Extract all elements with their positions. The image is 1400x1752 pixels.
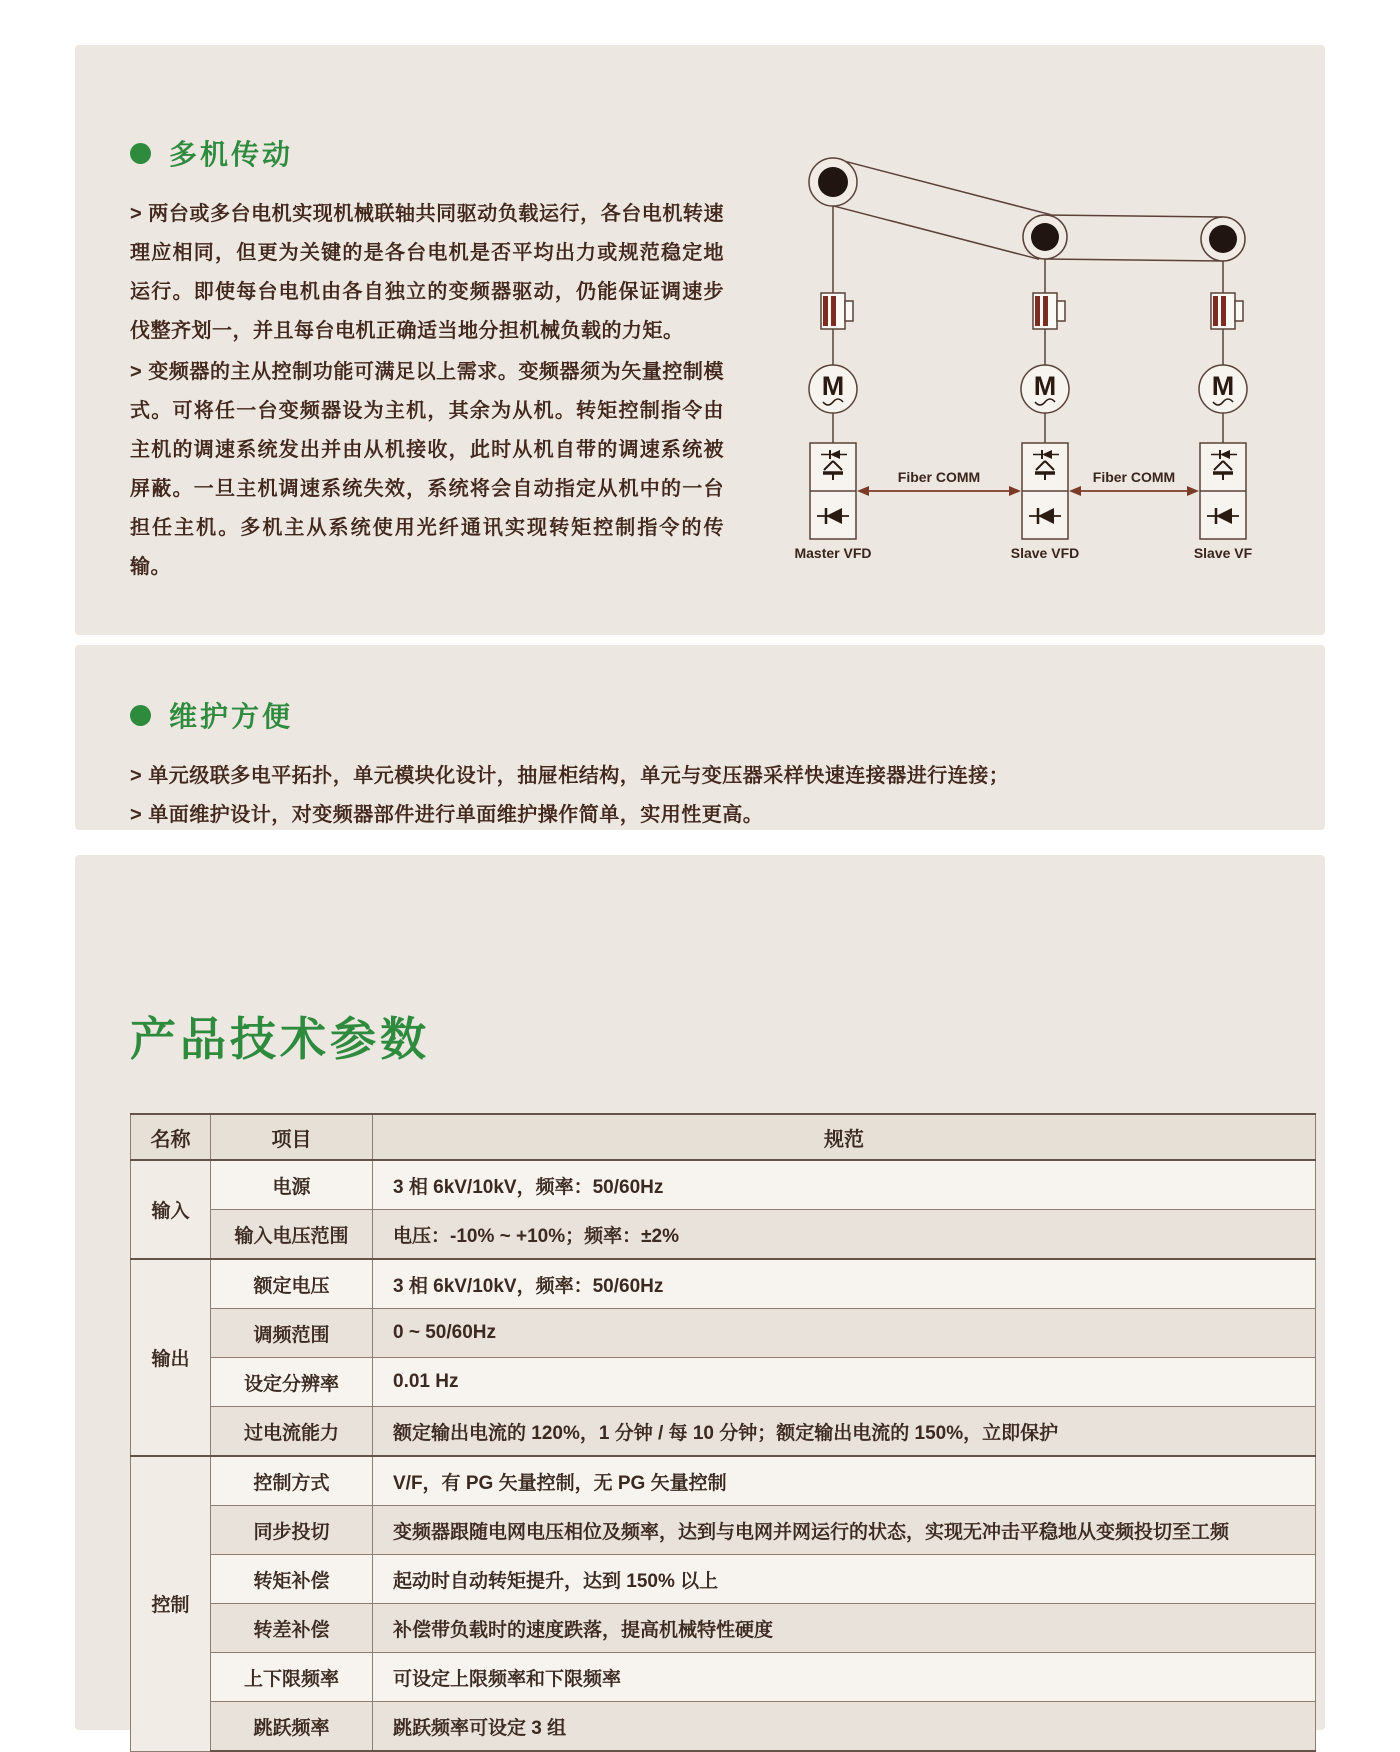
- item-cell: 跳跃频率: [211, 1702, 373, 1752]
- item-cell: 转差补偿: [211, 1604, 373, 1653]
- item-cell: 电源: [211, 1160, 373, 1210]
- table-row: [131, 1653, 1316, 1702]
- item-cell: 上下限频率: [211, 1653, 373, 1702]
- maintenance-bullet-2: > 单面维护设计，对变频器部件进行单面维护操作简单，实用性更高。: [130, 804, 764, 826]
- spec-cell: 变频器跟随电网电压相位及频率，达到与电网并网运行的状态，实现无冲击平稳地从变频投切至工频: [373, 1506, 1316, 1555]
- spec-cell: 3 相 6kV/10kV，频率：50/60Hz: [373, 1160, 1316, 1210]
- spec-cell: 3 相 6kV/10kV，频率：50/60Hz: [373, 1259, 1316, 1309]
- table-row: [131, 1506, 1316, 1555]
- item-cell: 额定电压: [211, 1259, 373, 1309]
- bullet-dot-icon: [130, 143, 151, 164]
- slave-vfd-label: Slave VFD: [1010, 545, 1080, 561]
- spec-cell: 跳跃频率可设定 3 组: [373, 1702, 1316, 1752]
- spec-cell: 0.01 Hz: [373, 1358, 1316, 1407]
- motor-letter: M: [1033, 371, 1057, 401]
- spec-cell: V/F，有 PG 矢量控制，无 PG 矢量控制: [373, 1456, 1316, 1506]
- multidrive-paragraph-2: > 变频器的主从控制功能可满足以上需求。变频器须为矢量控制模式。可将任一台变频器设为主机，其余为从机。转矩控制指令由主机的调速系统发出并由从机接收，此时从机自带的调速系统被屏蔽。一旦主机调速系统失效，系统将会自动指定从机中的一台担任主机。多机主从系统使用光纤通讯实现转矩控制指令的传输。: [130, 361, 724, 578]
- item-cell: 设定分辨率: [211, 1358, 373, 1407]
- params-title: 产品技术参数: [130, 1013, 430, 1065]
- spec-cell: 额定输出电流的 120%，1 分钟 / 每 10 分钟；额定输出电流的 150%，立即保护: [373, 1407, 1316, 1457]
- table-row: [131, 1702, 1316, 1752]
- bullet-dot-icon: [130, 705, 151, 726]
- header-spec: 规范: [373, 1114, 1316, 1160]
- table-row: [131, 1407, 1316, 1457]
- table-row: [131, 1604, 1316, 1653]
- spec-cell: 0 ~ 50/60Hz: [373, 1309, 1316, 1358]
- section-title-maintenance: 维护方便: [169, 701, 294, 732]
- group-name-cell: 控制: [131, 1456, 211, 1751]
- table-row: [131, 1160, 1316, 1210]
- multidrive-heading: [130, 133, 293, 173]
- spec-cell: 起动时自动转矩提升，达到 150% 以上: [373, 1555, 1316, 1604]
- params-table: [130, 1113, 1316, 1752]
- fiber-comm-label: Fiber COMM: [1092, 469, 1176, 485]
- table-row: [131, 1309, 1316, 1358]
- group-name-cell: 输出: [131, 1259, 211, 1456]
- group-name-cell: 输入: [131, 1160, 211, 1259]
- header-name: 名称: [131, 1114, 211, 1160]
- table-row: [131, 1456, 1316, 1506]
- multidrive-section: [75, 45, 1325, 635]
- maintenance-bullet-1: > 单元级联多电平拓扑，单元模块化设计，抽屉柜结构，单元与变压器采样快速连接器进行连接；: [130, 765, 1010, 787]
- motor-letter: M: [1211, 371, 1235, 401]
- maintenance-bullets: [130, 757, 1260, 835]
- maintenance-section: [75, 645, 1325, 830]
- maintenance-heading: [130, 695, 293, 735]
- item-cell: 输入电压范围: [211, 1210, 373, 1260]
- slave-vfd-label: Slave VF: [1193, 545, 1253, 561]
- header-item: 项目: [211, 1114, 373, 1160]
- table-row: [131, 1555, 1316, 1604]
- spec-cell: 补偿带负载时的速度跌落，提高机械特性硬度: [373, 1604, 1316, 1653]
- motor-letter: M: [821, 371, 845, 401]
- item-cell: 转矩补偿: [211, 1555, 373, 1604]
- fiber-comm-label: Fiber COMM: [897, 469, 981, 485]
- multi-motor-drive-diagram: [695, 125, 1320, 570]
- table-header-row: [131, 1114, 1316, 1160]
- item-cell: 同步投切: [211, 1506, 373, 1555]
- params-table-body: [131, 1160, 1316, 1751]
- item-cell: 过电流能力: [211, 1407, 373, 1457]
- master-vfd-label: Master VFD: [794, 545, 872, 561]
- table-row: [131, 1210, 1316, 1260]
- section-title-multidrive: 多机传动: [169, 139, 294, 170]
- spec-cell: 电压：-10% ~ +10%；频率：±2%: [373, 1210, 1316, 1260]
- item-cell: 控制方式: [211, 1456, 373, 1506]
- item-cell: 调频范围: [211, 1309, 373, 1358]
- table-row: [131, 1358, 1316, 1407]
- spec-cell: 可设定上限频率和下限频率: [373, 1653, 1316, 1702]
- multidrive-paragraph-1: > 两台或多台电机实现机械联轴共同驱动负载运行，各台电机转速理应相同，但更为关键的是各台电机是否平均出力或规范稳定地运行。即使每台电机由各自独立的变频器驱动，仍能保证调速步伐整齐划一，并且每台电机正确适当地分担机械负载的力矩。: [130, 203, 724, 342]
- table-row: [131, 1259, 1316, 1309]
- params-section: [75, 855, 1325, 1739]
